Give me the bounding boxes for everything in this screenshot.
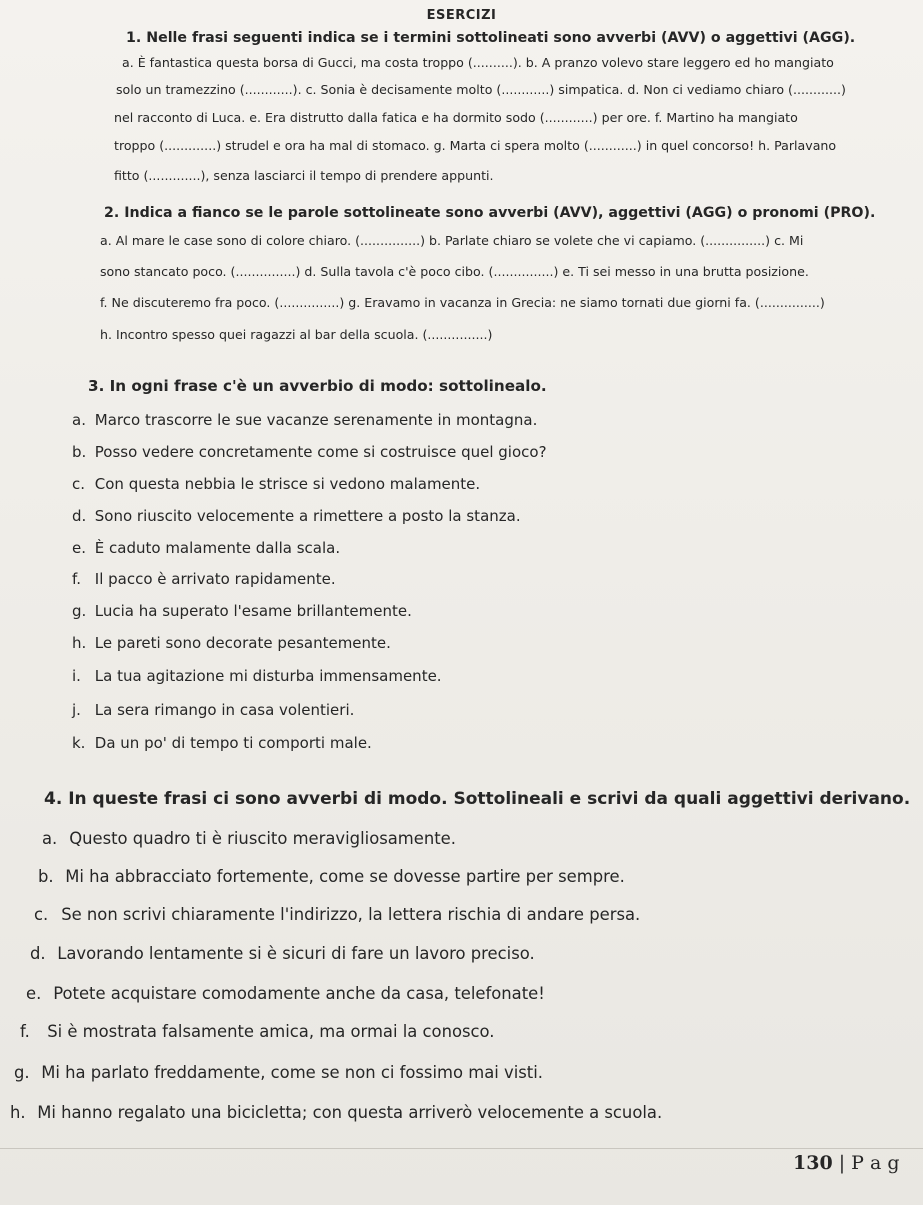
item-label: e.	[72, 539, 86, 557]
exercise-3-item	[72, 733, 372, 753]
item-text: Da un po' di tempo ti comporti male.	[94, 734, 372, 752]
item-text: Lucia ha superato l'esame brillantemente.	[94, 602, 412, 620]
item-label: a.	[42, 829, 58, 848]
item-label: d.	[30, 944, 46, 963]
exercise-4-item	[38, 866, 625, 888]
item-label: f.	[72, 570, 81, 588]
item-text: La sera rimango in casa volentieri.	[94, 701, 355, 719]
exercise-3-item	[72, 601, 412, 621]
exercise-3-item	[72, 506, 521, 526]
exercise-3-item	[72, 442, 547, 462]
page-number: 130	[793, 1152, 833, 1174]
exercise-3-item	[72, 700, 354, 720]
item-label: a.	[72, 411, 86, 429]
exercise-3-item	[72, 538, 340, 558]
page-label: | P a g	[838, 1152, 900, 1174]
exercise-3-item	[72, 474, 480, 494]
item-text: La tua agitazione mi disturba immensamente.	[94, 667, 442, 685]
item-text: Mi ha parlato freddamente, come se non ci fossimo mai visti.	[41, 1063, 543, 1082]
exercise-1-line: solo un tramezzino (............). c. Sonia è decisamente molto (............) simpatica. d. Non ci vediamo chiaro (............)	[116, 82, 846, 97]
exercise-4-item	[20, 1021, 495, 1043]
exercise-1-line: a. È fantastica questa borsa di Gucci, ma costa troppo (..........). b. A pranzo volevo stare leggero ed ho mangiato	[122, 55, 834, 70]
exercise-4-item	[10, 1102, 662, 1124]
item-label: k.	[72, 734, 86, 752]
item-text: Mi hanno regalato una bicicletta; con questa arriverò velocemente a scuola.	[37, 1103, 663, 1122]
item-text: Il pacco è arrivato rapidamente.	[94, 570, 336, 588]
item-label: i.	[72, 667, 81, 685]
item-text: Mi ha abbracciato fortemente, come se dovesse partire per sempre.	[65, 867, 625, 886]
exercise-3-item	[72, 633, 391, 653]
item-text: Se non scrivi chiaramente l'indirizzo, la lettera rischia di andare persa.	[61, 905, 641, 924]
exercise-4-item	[42, 828, 456, 850]
exercise-1-line: troppo (.............) strudel e ora ha mal di stomaco. g. Marta ci spera molto (............) in quel concorso! h. Parlavano	[114, 138, 837, 153]
exercise-2-line: f. Ne discuteremo fra poco. (...............) g. Eravamo in vacanza in Grecia: ne siamo tornati due giorni fa. (...............)	[100, 295, 825, 310]
item-text: Marco trascorre le sue vacanze serenamente in montagna.	[94, 411, 538, 429]
item-label: f.	[20, 1022, 30, 1041]
item-text: Questo quadro ti è riuscito meravigliosamente.	[69, 829, 456, 848]
exercise-4-item	[30, 943, 535, 965]
item-text: Potete acquistare comodamente anche da casa, telefonate!	[53, 984, 545, 1003]
item-text: Sono riuscito velocemente a rimettere a posto la stanza.	[94, 507, 521, 525]
item-label: c.	[34, 905, 49, 924]
exercise-1-title: 1. Nelle frasi seguenti indica se i termini sottolineati sono avverbi (AVV) o aggettivi (AGG).	[126, 30, 856, 46]
exercise-4-item	[34, 904, 640, 926]
item-text: Si è mostrata falsamente amica, ma ormai la conosco.	[47, 1022, 495, 1041]
item-label: j.	[72, 701, 81, 719]
item-label: c.	[72, 475, 86, 493]
page-footer	[793, 1152, 923, 1182]
exercise-2-title: 2. Indica a fianco se le parole sottolineate sono avverbi (AVV), aggettivi (AGG) o pronomi (PRO).	[104, 205, 876, 221]
footer-divider	[0, 1148, 923, 1149]
exercise-4-item	[26, 983, 545, 1005]
exercise-4-item	[14, 1062, 543, 1084]
item-label: d.	[72, 507, 87, 525]
item-label: h.	[72, 634, 87, 652]
item-label: g.	[14, 1063, 30, 1082]
item-label: b.	[38, 867, 54, 886]
item-text: Lavorando lentamente si è sicuri di fare un lavoro preciso.	[57, 944, 535, 963]
exercise-3-item	[72, 410, 537, 430]
item-text: È caduto malamente dalla scala.	[94, 539, 341, 557]
exercise-1-line: nel racconto di Luca. e. Era distrutto dalla fatica e ha dormito sodo (............) per ore. f. Martino ha mangiato	[114, 110, 798, 125]
exercise-3-item	[72, 666, 442, 686]
item-label: h.	[10, 1103, 26, 1122]
item-text: Le pareti sono decorate pesantemente.	[94, 634, 391, 652]
exercise-1-line: fitto (.............), senza lasciarci il tempo di prendere appunti.	[114, 168, 494, 183]
exercise-4-title: 4. In queste frasi ci sono avverbi di modo. Sottolineali e scrivi da quali aggettivi derivano.	[44, 789, 911, 809]
exercise-2-line: sono stancato poco. (...............) d. Sulla tavola c'è poco cibo. (...............) e. Ti sei messo in una brutta posizione.	[100, 264, 809, 279]
item-text: Con questa nebbia le strisce si vedono malamente.	[94, 475, 481, 493]
exercise-2-line: h. Incontro spesso quei ragazzi al bar della scuola. (...............)	[100, 327, 493, 342]
item-label: g.	[72, 602, 87, 620]
item-text: Posso vedere concretamente come si costruisce quel gioco?	[94, 443, 547, 461]
item-label: e.	[26, 984, 42, 1003]
exercise-3-item	[72, 569, 336, 589]
item-label: b.	[72, 443, 87, 461]
page-header: ESERCIZI	[426, 8, 497, 23]
exercise-2-line: a. Al mare le case sono di colore chiaro. (...............) b. Parlate chiaro se volete che vi capiamo. (...............) c. Mi	[100, 233, 804, 248]
exercise-3-title: 3. In ogni frase c'è un avverbio di modo: sottolinealo.	[88, 377, 547, 395]
